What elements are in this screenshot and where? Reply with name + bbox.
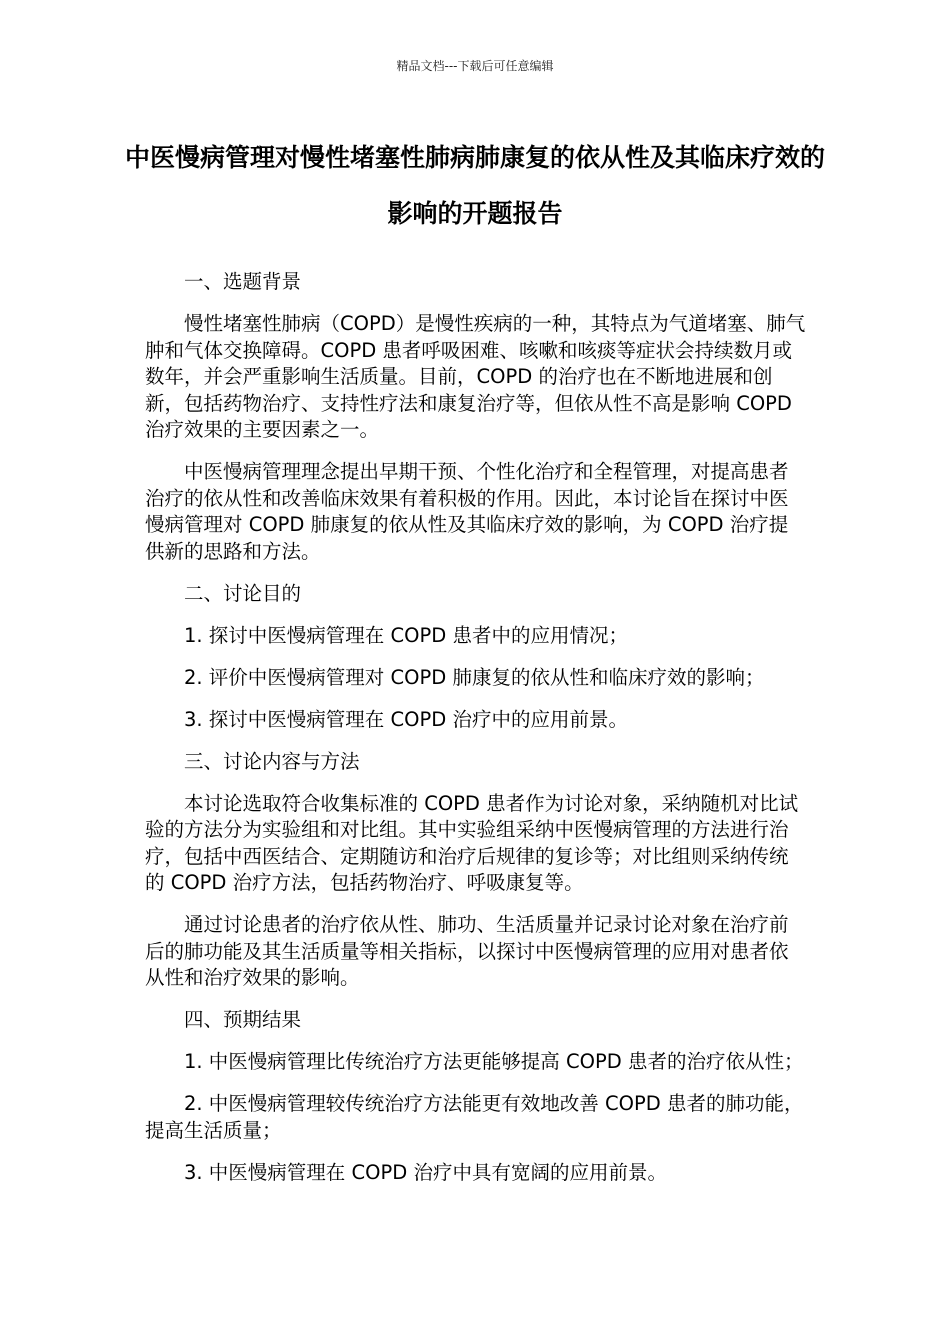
list-item: 3. 中医慢病管理在 COPD 治疗中具有宽阔的应用前景。	[184, 1160, 667, 1184]
paragraph: 通过讨论患者的治疗依从性、肺功、生活质量并记录讨论对象在治疗前后的肺功能及其生活质量等相关指标，以探讨中医慢病管理的应用对患者依从性和治疗效果的影响。	[145, 913, 789, 989]
paragraph: 慢性堵塞性肺病（COPD）是慢性疾病的一种，其特点为气道堵塞、肺气肿和气体交换障碍。COPD 患者呼吸困难、咳嗽和咳痰等症状会持续数月或数年，并会严重影响生活质量。目前，COPD 的治疗也在不断地进展和创新，包括药物治疗、支持性疗法和康复治疗等，但依从性不高是影响 COPD 治疗效果的主要因素之一。	[145, 312, 806, 441]
section-heading: 一、选题背景	[184, 270, 302, 293]
section-content-methods	[145, 749, 807, 992]
section-heading: 四、预期结果	[184, 1008, 302, 1031]
section-heading: 三、讨论内容与方法	[184, 749, 360, 773]
document-title: 中医慢病管理对慢性堵塞性肺病肺康复的依从性及其临床疗效的影响的开题报告	[124, 143, 825, 228]
list-item: 3. 探讨中医慢病管理在 COPD 治疗中的应用前景。	[184, 707, 628, 731]
list-item: 2. 评价中医慢病管理对 COPD 肺康复的依从性和临床疗效的影响；	[184, 665, 765, 689]
paragraph: 中医慢病管理理念提出早期干预、个性化治疗和全程管理，对提高患者治疗的依从性和改善临床效果有着积极的作用。因此，本讨论旨在探讨中医慢病管理对 COPD 肺康复的依从性及其临床疗效的影响，为 COPD 治疗提供新的思路和方法。	[145, 460, 789, 563]
document-body	[145, 269, 807, 1202]
list-item: 1. 探讨中医慢病管理在 COPD 患者中的应用情况；	[184, 623, 628, 647]
section-expected-results	[145, 1007, 807, 1186]
section-background	[145, 269, 807, 565]
paragraph: 本讨论选取符合收集标准的 COPD 患者作为讨论对象，采纳随机对比试验的方法分为实验组和对比组。其中实验组采纳中医慢病管理的方法进行治疗，包括中西医结合、定期随访和治疗后规律的复诊等；对比组则采纳传统的 COPD 治疗方法，包括药物治疗、呼吸康复等。	[145, 791, 799, 894]
page-header-note: 精品文档---下载后可任意编辑	[396, 59, 554, 73]
list-item: 2. 中医慢病管理较传统治疗方法能更有效地改善 COPD 患者的肺功能，提高生活质量；	[145, 1092, 804, 1142]
section-heading: 二、讨论目的	[184, 581, 302, 605]
list-item: 1. 中医慢病管理比传统治疗方法更能够提高 COPD 患者的治疗依从性；	[184, 1050, 804, 1073]
section-objectives	[145, 581, 807, 734]
